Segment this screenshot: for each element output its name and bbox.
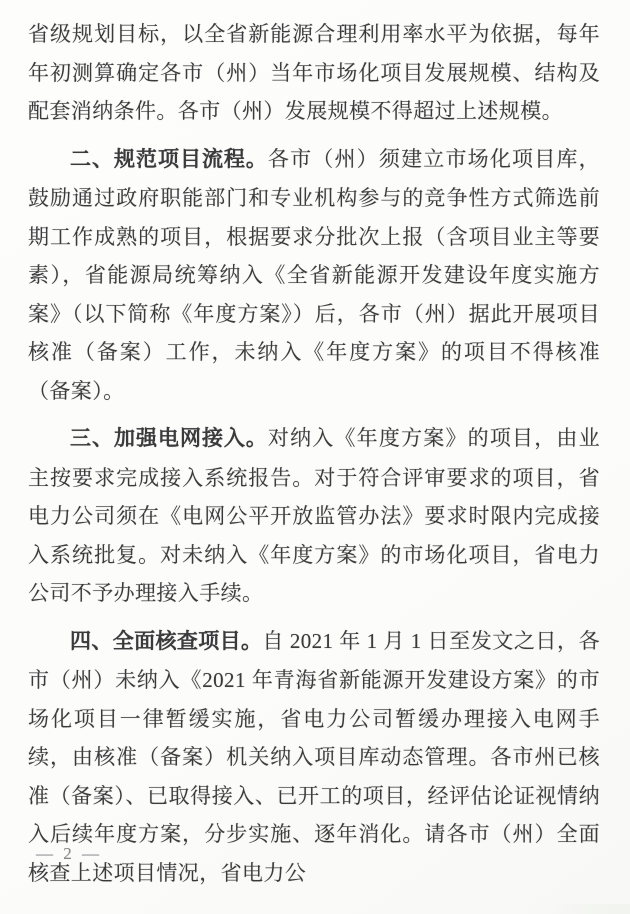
paragraph-continuation: 省级规划目标，以全省新能源合理利用率水平为依据，每年年初测算确定各市（州）当年市场化项目发展规模、结构及配套消纳条件。各市（州）发展规模不得超过上述规模。 — [28, 22, 600, 123]
paragraph-section-3: 三、加强电网接入。对纳入《年度方案》的项目，由业主按要求完成接入系统报告。对于符合评审要求的项目，省电力公司须在《电网公平开放监管办法》要求时限内完成接入系统批复。对未纳入《年度方案》的市场化项目，省电力公司不予办理接入手续。 — [28, 426, 600, 605]
section-heading: 四、全面核查项目。 — [70, 629, 263, 653]
paragraph-section-2: 二、规范项目流程。各市（州）须建立市场化项目库，鼓励通过政府职能部门和专业机构参与的竞争性方式筛选前期工作成熟的项目，根据要求分批次上报（含项目业主等要素），省能源局统筹纳入《全省新能源开发建设年度实施方案》（以下简称《年度方案》）后，各市（州）据此开展项目核准（备案）工作，未纳入《年度方案》的项目不得核准（备案）。 — [28, 146, 600, 403]
scan-artifact — [540, 904, 630, 914]
paragraph-section-4: 四、全面核查项目。自 2021 年 1 月 1 日至发文之日，各市（州）未纳入《2021 年青海省新能源开发建设方案》的市场化项目一律暂缓实施，省电力公司暂缓办理接入电网手续，由核准（备案）机关纳入项目库动态管理。各市州已核准（备案）、已取得接入、已开工的项目，经评估论证视情纳入后续年度方案，分步实施、逐年消化。请各市（州）全面核查上述项目情况，省电力公 — [28, 628, 600, 885]
section-heading: 二、规范项目流程。 — [70, 147, 268, 171]
page-number: — 2 — — [36, 844, 102, 863]
section-heading: 三、加强电网接入。 — [70, 427, 268, 450]
